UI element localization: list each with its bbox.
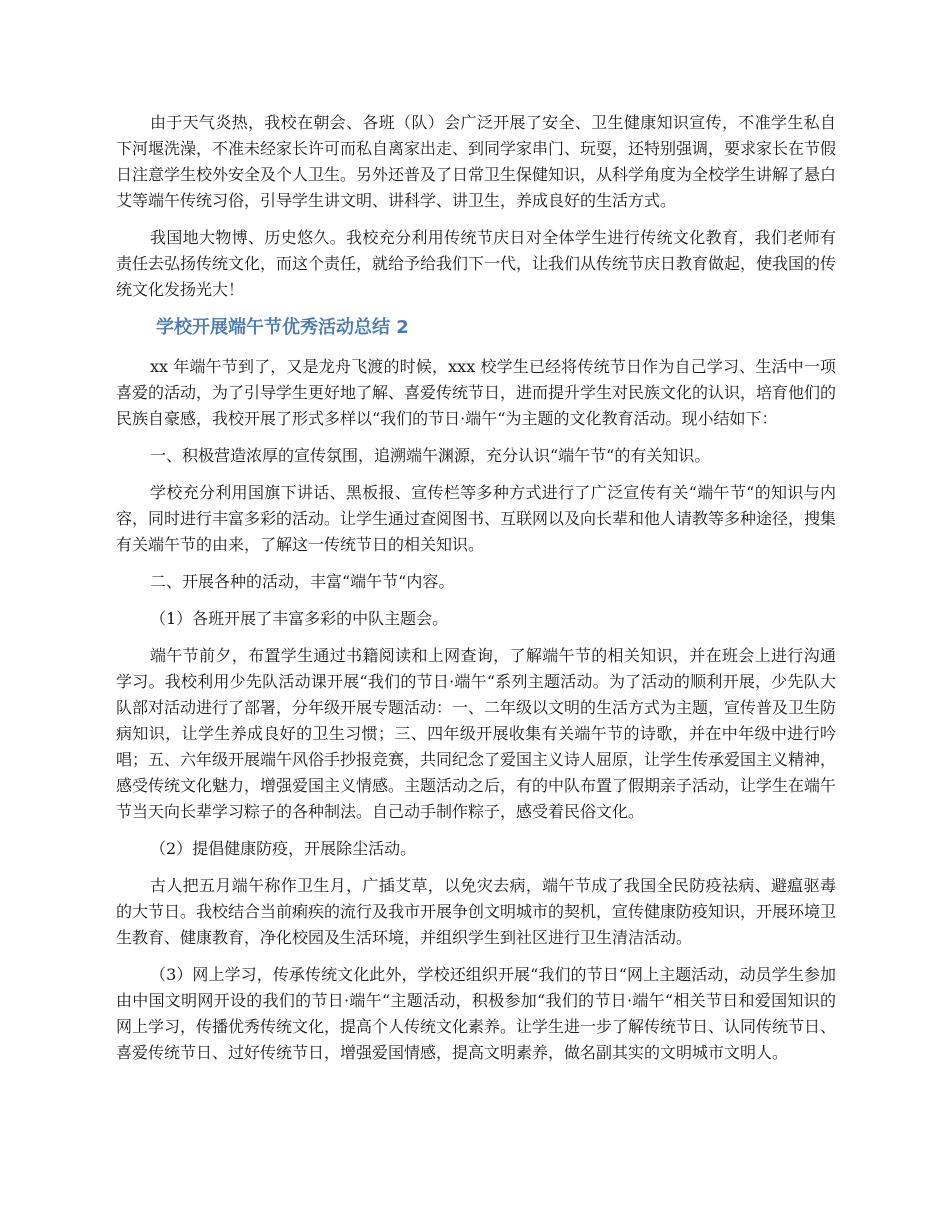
paragraph-publicity: 学校充分利用国旗下讲话、黑板报、宣传栏等多种方式进行了广泛宣传有关“端午节“的知识与内容，同时进行丰富多彩的活动。让学生通过查阅图书、互联网以及向长辈和他人请教等多种途径，搜集有关端午节的由来，了解这一传统节日的相关知识。 <box>116 483 837 554</box>
paragraph-section-one-title: 一、积极营造浓厚的宣传氛围，追溯端午渊源，充分认识“端午节“的有关知识。 <box>150 446 711 465</box>
section-heading: 学校开展端午节优秀活动总结 2 <box>156 317 409 338</box>
paragraph-class-activities: 端午节前夕，布置学生通过书籍阅读和上网查询，了解端午节的相关知识，并在班会上进行沟通学习。我校利用少先队活动课开展“我们的节日·端午“系列主题活动。为了活动的顺利开展，少先队大队部对活动进行了部署，分年级开展专题活动：一、二年级以文明的生活方式为主题，宣传普及卫生防病知识，让学生养成良好的卫生习惯；三、四年级开展收集有关端午节的诗歌，并在中年级中进行吟唱；五、六年级开展端午风俗手抄报竞赛，共同纪念了爱国主义诗人屈原，让学生传承爱国主义精神，感受传统文化魅力，增强爱国主义情感。主题活动之后，有的中队布置了假期亲子活动，让学生在端午节当天向长辈学习粽子的各种制法。自己动手制作粽子，感受着民俗文化。 <box>116 646 837 821</box>
paragraph-item-two-title: （2）提倡健康防疫，开展除尘活动。 <box>150 839 417 858</box>
paragraph-safety-hygiene: 由于天气炎热，我校在朝会、各班（队）会广泛开展了安全、卫生健康知识宣传，不准学生私自下河堰洗澡，不准未经家长许可而私自离家出走、到同学家串门、玩耍，还特别强调，要求家长在节假日注意学生校外安全及个人卫生。另外还普及了日常卫生保健知识，从科学角度为全校学生讲解了悬白艾等端午传统习俗，引导学生讲文明、讲科学、讲卫生，养成良好的生活方式。 <box>116 113 837 210</box>
paragraph-traditional-culture: 我国地大物博、历史悠久。我校充分利用传统节庆日对全体学生进行传统文化教育，我们老师有责任去弘扬传统文化，而这个责任，就给予给我们下一代，让我们从传统节庆日教育做起，使我国的传统文化发扬光大！ <box>116 228 837 299</box>
paragraph-section-two-title: 二、开展各种的活动，丰富“端午节“内容。 <box>150 572 455 591</box>
paragraph-item-one-title: （1）各班开展了丰富多彩的中队主题会。 <box>150 609 449 628</box>
paragraph-intro: xx 年端午节到了，又是龙舟飞渡的时候，xxx 校学生已经将传统节日作为自己学习、生活中一项喜爱的活动，为了引导学生更好地了解、喜爱传统节日，进而提升学生对民族文化的认识，培育他们的民族自豪感，我校开展了形式多样以“我们的节日·端午“为主题的文化教育活动。现小结如下： <box>116 357 837 428</box>
paragraph-health-prevention: 古人把五月端午称作卫生月，广插艾草，以免灾去病，端午节成了我国全民防疫祛病、避瘟驱毒的大节日。我校结合当前痢疾的流行及我市开展争创文明城市的契机，宣传健康防疫知识，开展环境卫生教育、健康教育，净化校园及生活环境，并组织学生到社区进行卫生清洁活动。 <box>116 876 837 947</box>
document-body <box>116 110 836 1077</box>
paragraph-online-learning: （3）网上学习，传承传统文化此外，学校还组织开展“我们的节日“网上主题活动，动员学生参加由中国文明网开设的我们的节日·端午“主题活动，积极参加“我们的节日·端午“相关节日和爱国知识的网上学习，传播优秀传统文化，提高个人传统文化素养。让学生进一步了解传统节日、认同传统节日、喜爱传统节日、过好传统节日，增强爱国情感，提高文明素养，做名副其实的文明城市文明人。 <box>116 965 837 1062</box>
